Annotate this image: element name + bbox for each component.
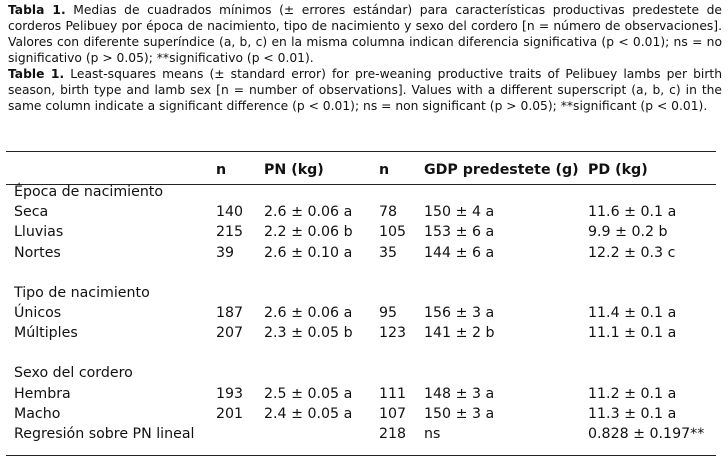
cell-n-pn: 215 [216,224,244,241]
group-title-row [14,182,708,202]
row-label: Nortes [14,244,61,261]
cell-n-pn: 187 [216,305,244,322]
table-row [14,222,708,242]
caption-spanish-label: Tabla 1. [8,3,66,17]
row-label: Macho [14,405,61,422]
spacer-row [14,263,708,283]
row-label: Regresión sobre PN lineal [14,425,195,442]
header-cell-pd: PD (kg) [588,162,648,178]
row-label: Hembra [14,385,71,402]
caption-spanish [8,2,722,66]
cell-pn: 2.3 ± 0.05 b [264,325,353,342]
cell-pn: 2.6 ± 0.06 a [264,204,353,221]
cell-pn: 2.6 ± 0.06 a [264,305,353,322]
cell-pd: 0.828 ± 0.197** [588,425,705,442]
cell-n-gdp: 95 [379,305,398,322]
table-row [14,323,708,343]
cell-n-gdp: 105 [379,224,407,241]
group-title: Sexo del cordero [14,365,133,382]
cell-pn: 2.5 ± 0.05 a [264,385,353,402]
bottom-rule [6,455,716,456]
cell-gdp: 141 ± 2 b [424,325,495,342]
cell-gdp: 148 ± 3 a [424,385,495,402]
caption-spanish-text: Medias de cuadrados mínimos (± errores estándar) para características productivas predestete de corderos Pelibuey por época de nacimiento, tipo de nacimiento y sexo del cordero [n = número de observaciones]. Valores con diferente superíndice (a, b, c) en la misma columna indican diferencia significativa (p < 0.01); ns = no significativo (p > 0.05); **significativo (p < 0.01). [8,3,722,65]
table-row [14,384,708,404]
header-cell-label [14,158,216,182]
caption-english-label: Table 1. [8,67,65,81]
cell-n-gdp: 111 [379,385,407,402]
caption-english [8,66,722,114]
spacer-row [14,343,708,363]
cell-pn: 2.4 ± 0.05 a [264,405,353,422]
cell-gdp: 153 ± 6 a [424,224,495,241]
table-row [14,404,708,424]
table-caption [8,2,722,114]
cell-n-pn: 140 [216,204,244,221]
cell-pn: 2.2 ± 0.06 b [264,224,353,241]
cell-pd: 11.1 ± 0.1 a [588,325,677,342]
cell-n-gdp: 218 [379,425,407,442]
cell-pn: 2.6 ± 0.10 a [264,244,353,261]
cell-pd: 12.2 ± 0.3 c [588,244,676,261]
results-table [14,158,708,444]
header-cell-pn: PN (kg) [264,162,324,178]
row-label: Seca [14,204,49,221]
cell-pd: 11.3 ± 0.1 a [588,405,677,422]
cell-pd: 11.2 ± 0.1 a [588,385,677,402]
cell-gdp: ns [424,425,441,442]
cell-n-gdp: 107 [379,405,407,422]
table-row [14,303,708,323]
cell-pn [264,424,379,444]
cell-n-gdp: 35 [379,244,398,261]
cell-n-pn [216,424,264,444]
cell-n-pn: 201 [216,405,244,422]
row-label: Únicos [14,305,62,322]
cell-n-pn: 39 [216,244,235,261]
group-title-row [14,283,708,303]
cell-gdp: 156 ± 3 a [424,305,495,322]
cell-pd: 11.6 ± 0.1 a [588,204,677,221]
header-row [14,158,708,182]
group-title: Tipo de nacimiento [14,284,150,301]
cell-n-gdp: 123 [379,325,407,342]
table-row [14,202,708,222]
cell-n-gdp: 78 [379,204,398,221]
top-rule [6,151,716,152]
cell-pd: 11.4 ± 0.1 a [588,305,677,322]
cell-n-pn: 193 [216,385,244,402]
cell-pd: 9.9 ± 0.2 b [588,224,668,241]
header-cell-n-pn: n [216,162,227,178]
header-cell-gdp: GDP predestete (g) [424,162,579,178]
cell-gdp: 150 ± 3 a [424,405,495,422]
cell-n-pn: 207 [216,325,244,342]
table-row [14,243,708,263]
group-title: Época de nacimiento [14,184,164,201]
cell-gdp: 150 ± 4 a [424,204,495,221]
row-label: Lluvias [14,224,64,241]
table-row [14,424,708,444]
row-label: Múltiples [14,325,78,342]
header-cell-n-gdp: n [379,162,390,178]
caption-english-text: Least-squares means (± standard error) for pre-weaning productive traits of Pelibuey lambs per birth season, birth type and lamb sex [n = number of observations]. Values with a different superscript (a, b, c) in the same column indicate a significant difference (p < 0.01); ns = non significant (p > 0.05); **significant (p < 0.01). [8,67,722,113]
group-title-row [14,363,708,383]
cell-gdp: 144 ± 6 a [424,244,495,261]
